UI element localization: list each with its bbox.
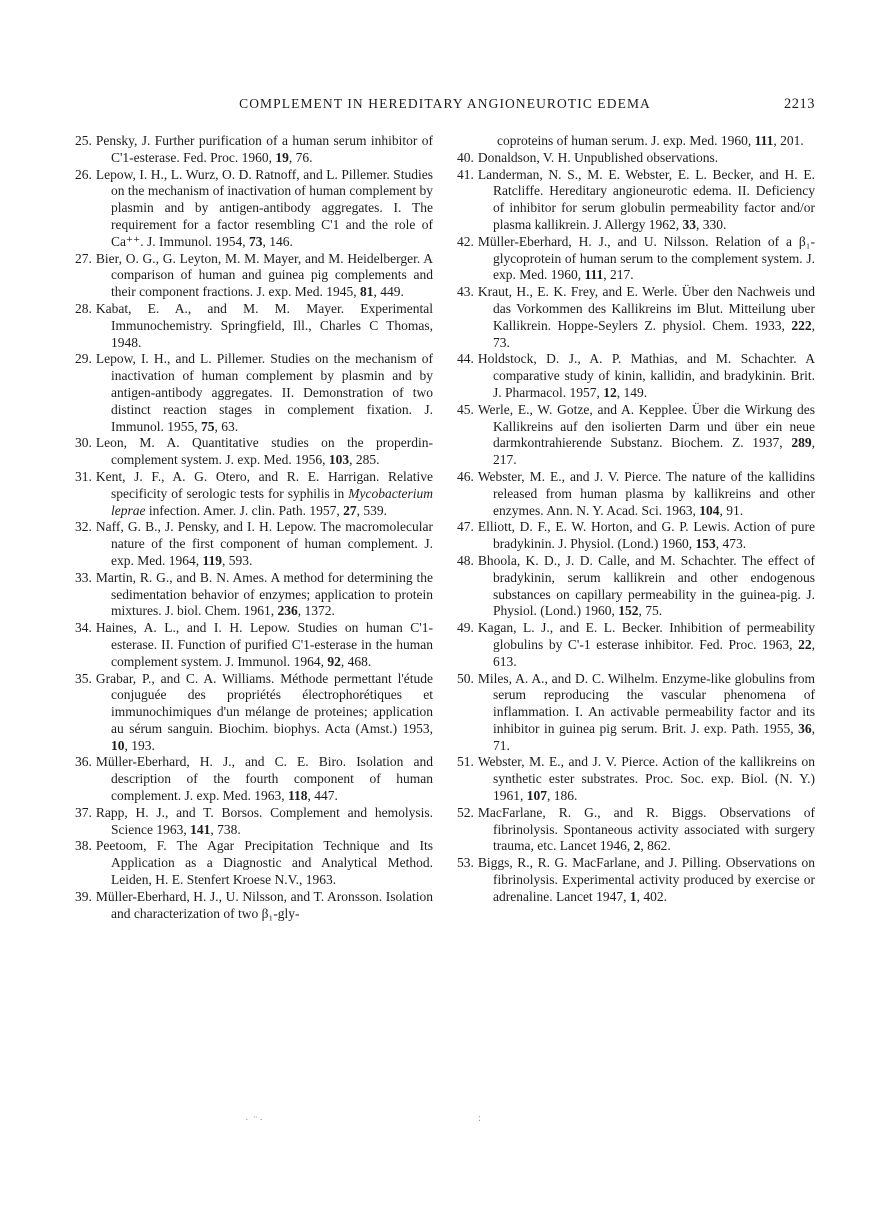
reference-item <box>75 838 433 888</box>
reference-number: 34. <box>75 620 92 636</box>
reference-number: 25. <box>75 133 92 148</box>
scan-artifact-left: · ̈· <box>245 1114 268 1126</box>
reference-text: MacFarlane, R. G., and R. Biggs. Observations of fibrinolysis. Spontaneous activity associated with surgery trauma, etc. Lancet 1946, 2, 862. <box>477 804 815 854</box>
reference-text: Peetoom, F. The Agar Precipitation Technique and Its Application as a Diagnostic and Analytical Method. Leiden, H. E. Stenfert Kroese N.V., 1963. <box>95 838 433 888</box>
reference-text: Haines, A. L., and I. H. Lepow. Studies on human C'1-esterase. II. Function of purified C'1-esterase in the human complement system. J. Immunol. 1964, 92, 468. <box>95 620 433 669</box>
reference-text: Kent, J. F., A. G. Otero, and R. E. Harrigan. Relative specificity of serologic tests for syphilis in Mycobacterium leprae infection. Amer. J. clin. Path. 1957, 27, 539. <box>95 468 433 518</box>
reference-number: 43. <box>457 284 474 300</box>
reference-item <box>75 754 433 804</box>
reference-text: Holdstock, D. J., A. P. Mathias, and M. Schachter. A comparative study of kinin, kallidin, and bradykinin. Brit. J. Pharmacol. 1957, 12, 149. <box>477 351 815 400</box>
scan-artifacts <box>0 1112 890 1126</box>
reference-item <box>457 519 815 553</box>
reference-text: Bier, O. G., G. Leyton, M. M. Mayer, and M. Heidelberger. A comparison of human and guinea pig complements and their component fractions. J. exp. Med. 1945, 81, 449. <box>95 250 433 300</box>
reference-text: Elliott, D. F., E. W. Horton, and G. P. Lewis. Action of pure bradykinin. J. Physiol. (Lond.) 1960, 153, 473. <box>477 519 815 552</box>
reference-item <box>75 351 433 435</box>
reference-item <box>75 671 433 755</box>
reference-text: Leon, M. A. Quantitative studies on the properdin-complement system. J. exp. Med. 1956, 103, 285. <box>95 435 433 468</box>
reference-text: Müller-Eberhard, H. J., and C. E. Biro. Isolation and description of the fourth component of human complement. J. exp. Med. 1963, 118, 447. <box>95 754 433 804</box>
reference-text: Lepow, I. H., L. Wurz, O. D. Ratnoff, and L. Pillemer. Studies on the mechanism of inactivation of human complement by plasmin and by antigen-antibody aggregates. I. The requirement for a factor resembling C'1 and the role of Ca⁺⁺. J. Immunol. 1954, 73, 146. <box>95 166 433 249</box>
references-right-column <box>457 133 815 922</box>
reference-item <box>457 553 815 620</box>
reference-text: Naff, G. B., J. Pensky, and I. H. Lepow. The macromolecular nature of the first component of human complement. J. exp. Med. 1964, 119, 593. <box>95 519 433 568</box>
reference-number: 32. <box>75 519 92 535</box>
reference-number: 33. <box>75 569 92 585</box>
reference-text: Biggs, R., R. G. MacFarlane, and J. Pilling. Observations on fibrinolysis. Experimental activity produced by exercise or adrenaline. Lancet 1947, 1, 402. <box>477 855 815 904</box>
reference-number: 38. <box>75 838 92 854</box>
reference-number: 36. <box>75 754 92 770</box>
reference-number: 30. <box>75 435 92 451</box>
reference-number: 31. <box>75 468 92 484</box>
reference-number: 41. <box>457 166 474 182</box>
reference-number: 50. <box>457 670 474 686</box>
reference-number: 53. <box>457 855 474 871</box>
reference-number: 26. <box>75 166 92 182</box>
reference-item <box>457 805 815 855</box>
reference-number: 42. <box>457 233 474 249</box>
references-left-column <box>75 133 433 922</box>
reference-number: 28. <box>75 300 92 316</box>
reference-item <box>75 133 433 167</box>
reference-number: 27. <box>75 250 92 266</box>
reference-text: Donaldson, V. H. Unpublished observations. <box>477 149 719 165</box>
reference-text: Rapp, H. J., and T. Borsos. Complement and hemolysis. Science 1963, 141, 738. <box>95 804 433 837</box>
reference-item <box>75 251 433 301</box>
reference-item <box>75 167 433 251</box>
reference-text: Martin, R. G., and B. N. Ames. A method for determining the sedimentation behavior of enzymes; application to protein mixtures. J. biol. Chem. 1961, 236, 1372. <box>95 569 433 619</box>
reference-number: 49. <box>457 620 474 636</box>
reference-number: 35. <box>75 670 92 686</box>
reference-item <box>75 301 433 351</box>
reference-number: 45. <box>457 401 474 417</box>
reference-item <box>457 754 815 804</box>
reference-item <box>457 284 815 351</box>
reference-text: Kraut, H., E. K. Frey, and E. Werle. Über den Nachweis und das Vorkommen des Kallikreins im Blut. Mitteilung uber Kallikrein. Hoppe-Seylers Z. physiol. Chem. 1933, 222, 73. <box>477 284 815 350</box>
reference-item <box>457 351 815 401</box>
reference-number: 39. <box>75 888 92 904</box>
scan-artifact-center: : <box>478 1112 482 1124</box>
reference-item <box>457 402 815 469</box>
reference-text: Bhoola, K. D., J. D. Calle, and M. Schachter. The effect of bradykinin, serum kallikrein and other endogenous substances on capillary permeability in the guinea-pig. J. Physiol. (Lond.) 1960, 152, 75. <box>477 552 815 619</box>
reference-item <box>75 519 433 569</box>
reference-text: Kabat, E. A., and M. M. Mayer. Experimental Immunochemistry. Springfield, Ill., Charles C Thomas, 1948. <box>95 300 433 350</box>
reference-item <box>457 133 815 150</box>
reference-item <box>75 570 433 620</box>
running-head-title: COMPLEMENT IN HEREDITARY ANGIONEUROTIC EDEMA <box>239 96 651 111</box>
reference-number: 44. <box>457 351 474 367</box>
reference-text: Miles, A. A., and D. C. Wilhelm. Enzyme-like globulins from serum reproducing the vascular phenomena of inflammation. I. An activable permeability factor and its inhibitor in guinea pig serum. Brit. J. exp. Path. 1955, 36, 71. <box>477 670 815 753</box>
reference-number: 40. <box>457 149 474 165</box>
reference-item <box>457 150 815 167</box>
reference-item <box>457 671 815 755</box>
reference-item <box>457 167 815 234</box>
reference-number: 37. <box>75 804 92 820</box>
reference-text: Landerman, N. S., M. E. Webster, E. L. Becker, and H. E. Ratcliffe. Hereditary angioneurotic edema. II. Deficiency of inhibitor for serum globulin permeability factor and/or plasma kallikrein. J. Allergy 1962, 33, 330. <box>477 166 815 232</box>
reference-item <box>75 805 433 839</box>
reference-number: 46. <box>457 468 474 484</box>
reference-number: 29. <box>75 351 92 367</box>
reference-item <box>75 435 433 469</box>
page-header <box>75 96 815 114</box>
reference-text: Webster, M. E., and J. V. Pierce. The nature of the kallidins released from human plasma by kallikreins and other enzymes. Ann. N. Y. Acad. Sci. 1963, 104, 91. <box>477 468 815 518</box>
reference-text: Webster, M. E., and J. V. Pierce. Action of the kallikreins on synthetic ester substrates. Proc. Soc. exp. Biol. (N. Y.) 1961, 107, 186. <box>477 754 815 804</box>
reference-text: Müller-Eberhard, H. J., and U. Nilsson. Relation of a β₁-glycoprotein of human serum to the complement system. J. exp. Med. 1960, 111, 217. <box>477 233 815 283</box>
reference-item <box>75 889 433 923</box>
reference-item <box>75 469 433 519</box>
reference-text: Grabar, P., and C. A. Williams. Méthode permettant l'étude conjuguée des propriétés électrophorétiques et immunochimiques d'un mélange de proteines; application au sérum sanguin. Biochim. biophys. Acta (Amst.) 1953, 10, 193. <box>95 670 433 753</box>
reference-text: coproteins of human serum. J. exp. Med. 1960, 111, 201. <box>497 133 804 148</box>
reference-item <box>75 620 433 670</box>
reference-number: 52. <box>457 804 474 820</box>
page-number: 2213 <box>784 96 815 112</box>
reference-number: 51. <box>457 754 474 770</box>
reference-item <box>457 620 815 670</box>
reference-text: Werle, E., W. Gotze, and A. Kepplee. Über die Wirkung des Kallikreins auf den isolierten Darm und über ein neue darmkontrahierende Substanz. Biochem. Z. 1937, 289, 217. <box>477 401 815 468</box>
reference-number: 48. <box>457 552 474 568</box>
reference-item <box>457 234 815 284</box>
reference-text: Lepow, I. H., and L. Pillemer. Studies on the mechanism of inactivation of human complement by plasmin and by antigen-antibody aggregates. II. Demonstration of two distinct reaction stages in complement fixation. J. Immunol. 1955, 75, 63. <box>95 351 433 434</box>
reference-item <box>457 855 815 905</box>
reference-text: Müller-Eberhard, H. J., U. Nilsson, and T. Aronsson. Isolation and characterization of two β₁-gly- <box>95 888 433 921</box>
reference-text: Pensky, J. Further purification of a human serum inhibitor of C'1-esterase. Fed. Proc. 1960, 19, 76. <box>95 133 433 165</box>
reference-text: Kagan, L. J., and E. L. Becker. Inhibition of permeability globulins by C'-1 esterase inhibitor. Fed. Proc. 1963, 22, 613. <box>477 620 815 669</box>
references-section <box>75 133 815 922</box>
reference-number: 47. <box>457 519 474 535</box>
reference-item <box>457 469 815 519</box>
